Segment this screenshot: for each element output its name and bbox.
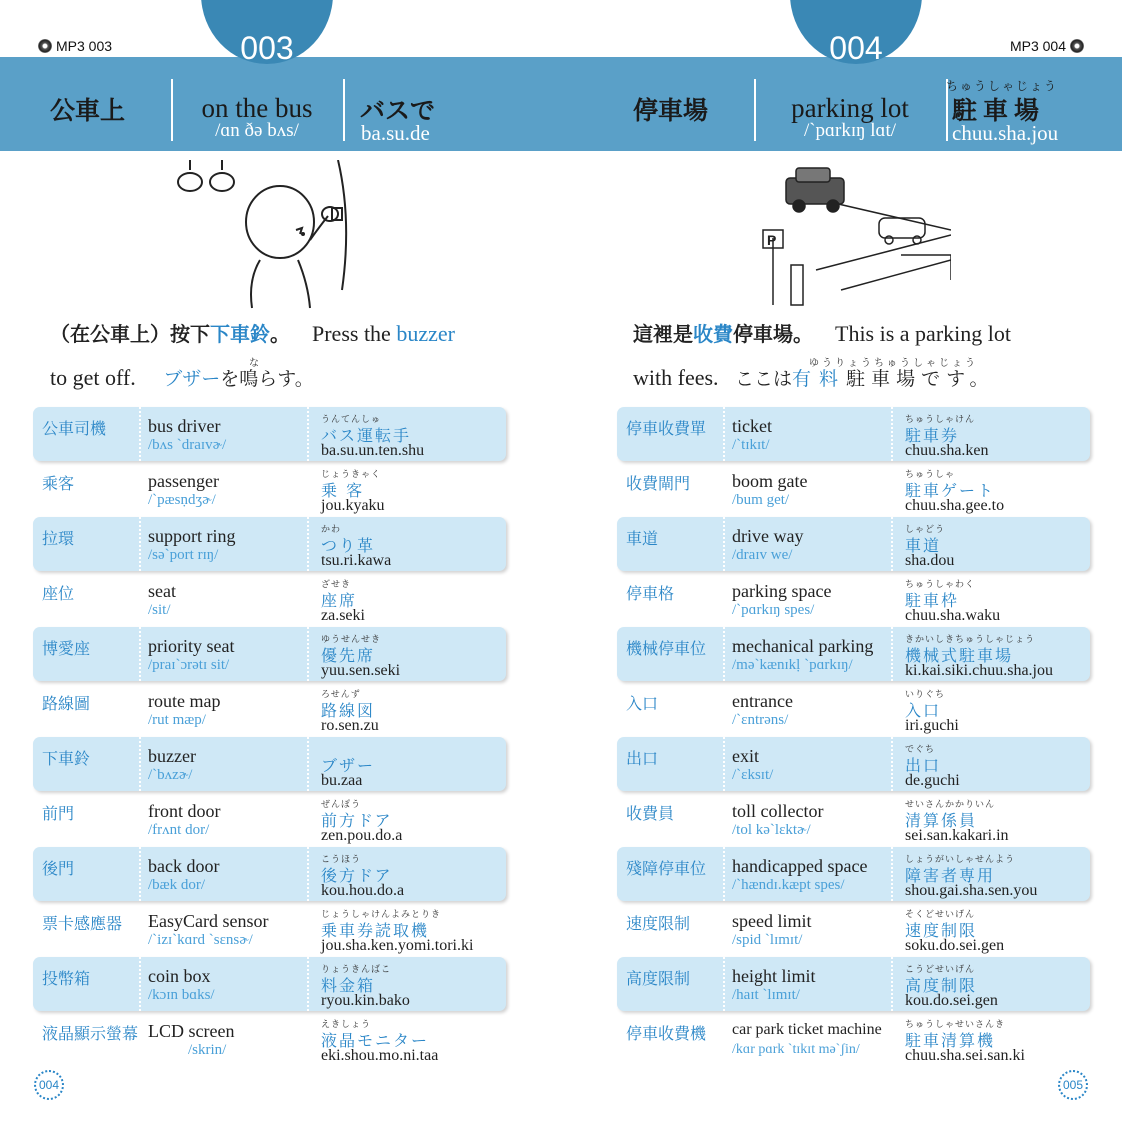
vocab-row: 殘障停車位 handicapped space /ˋhændɪ.kæpt spes/ しょうがいしゃせんよう 障害者専用 shou.gai.sha.sen.you [617,846,1090,901]
header-ipa: /ɑn ðə bʌs/ [215,120,299,141]
header-ipa: /ˋpɑrkɪŋ lɑt/ [803,120,897,141]
page-number: 005 [1058,1070,1088,1100]
example-sentence: 這裡是收費停車場。 This is a parking lot [633,321,1011,346]
header-romaji: chuu.sha.jou [952,121,1059,145]
left-page: MP3 003 公車上 on the bus /ɑn ðə bʌs/ バスで ba.su.de 003 （在公車上）按下下車鈴。 Press the buzzer な to get off. ブザーを鳴らす。 公車司機 bus driver /bʌs ˋdraɪvɚ/ うんてんしゅ バス運転手 ba.su.un.ten.shu 乘客 passenger /ˋpæsṇdʒɚ/ じょうきゃく 乗 客 jou.kyaku 拉環 support ring /səˋport rɪŋ/ かわ つり革 tsu.ri.kawa 座位 seat /sit/ ざせき 座席 za.seki 博愛座 priority seat /praɪˋɔrətɪ sit/ ゆうせんせき 優先席 yuu.sen.seki 路線圖 route map /rut mæp/ ろせんず 路線図 ro.sen.zu 下車鈴 buzzer /ˋbʌzɚ/ ブザー bu.zaa 前門 front door /frʌnt dor/ ぜんぽう 前方ドア zen.pou.do.a 後門 back door /bæk dor/ こうほう 後方ドア kou.hou.do.a 票卡感應器 EasyCard sensor /ˋizɪˋkɑrd ˋsɛnsɚ/ じょうしゃけんよみとりき 乗車券読取機 jou.sha.ken.yomi.tori.ki 投幣箱 coin box /kɔɪn bɑks/ りょうきんばこ 料金箱 ryou.kin.bako 液晶顯示螢幕 LCD screen /skrin/ えきしょう 液晶モニター eki.shou.mo.ni.taa 004 [0,0,561,1122]
lesson-number: 003 [240,30,294,66]
vocab-row: 停車收費單 ticket /ˋtɪkɪt/ ちゅうしゃけん 駐車券 chuu.sha.ken [617,406,1090,461]
vocab-row: 前門 front door /frʌnt dor/ ぜんぽう 前方ドア zen.pou.do.a [42,800,403,844]
cd-icon [1070,39,1084,53]
vocab-row: 博愛座 priority seat /praɪˋɔrətɪ sit/ ゆうせんせき 優先席 yuu.sen.seki [33,626,506,681]
vocab-row: 乘客 passenger /ˋpæsṇdʒɚ/ じょうきゃく 乗 客 jou.kyaku [42,470,385,514]
header-jp: 駐車場 [952,96,1046,125]
header-zh: 公車上 [50,96,126,125]
vocab-row: 車道 drive way /draɪv we/ しゃどう 車道 sha.dou [617,516,1090,571]
header-romaji: ba.su.de [361,121,430,145]
header-en: parking lot [791,93,909,123]
mp3-label[interactable]: MP3 004 [1010,38,1084,54]
page-number: 004 [34,1070,64,1100]
vocab-list [617,406,1090,1066]
header-jp: バスで [360,96,436,125]
vocab-row: 票卡感應器 EasyCard sensor /ˋizɪˋkɑrd ˋsɛnsɚ/ じょうしゃけんよみとりき 乗車券読取機 jou.sha.ken.yomi.tori.ki [42,910,474,954]
vocab-row: 座位 seat /sit/ ざせき 座席 za.seki [42,580,365,624]
vocab-row: 後門 back door /bæk dor/ こうほう 後方ドア kou.hou.do.a [33,846,506,901]
header-en: on the bus [201,93,313,123]
vocab-row: 路線圖 route map /rut mæp/ ろせんず 路線図 ro.sen.zu [42,690,379,734]
vocab-row: 入口 entrance /ˋɛntrəns/ いりぐち 入口 iri.guchi [626,690,959,734]
header-band [0,57,561,151]
vocab-row: 拉環 support ring /səˋport rɪŋ/ かわ つり革 tsu.ri.kawa [33,516,506,571]
lesson-number: 004 [829,30,883,66]
vocab-row: 停車格 parking space /ˋpɑrkɪŋ spes/ ちゅうしゃわく 駐車枠 chuu.sha.waku [626,580,1001,624]
example-sentence-2: with fees. ここは有料駐車場です。 [633,365,995,390]
header-divider [343,79,345,141]
right-page: MP3 004 停車場 parking lot /ˋpɑrkɪŋ lɑt/ ちゅうしゃじょう 駐車場 chuu.sha.jou 004 P 這裡是收費停車場。 This is a parking lot ゆうりょうちゅうしゃじょう with fees. ここは有料駐車場です。 停車收費單 ticket /ˋtɪkɪt/ ちゅうしゃけん 駐車券 chuu.sha.ken 收費閘門 boom gate /bum get/ ちゅうしゃ 駐車ゲート chuu.sha.gee.to 車道 drive way /draɪv we/ しゃどう 車道 sha.dou 停車格 parking space /ˋpɑrkɪŋ spes/ ちゅうしゃわく 駐車枠 chuu.sha.waku 機械停車位 mechanical parking /məˋkænɪkḷ ˋpɑrkɪŋ/ きかいしきちゅうしゃじょう 機械式駐車場 ki.kai.siki.chuu.sha.jou 入口 entrance /ˋɛntrəns/ いりぐち 入口 iri.guchi 出口 exit /ˋɛksɪt/ でぐち 出口 de.guchi 收費員 toll collector /tol kəˋlɛktɚ/ せいさんかかりいん 清算係員 sei.san.kakari.in 殘障停車位 handicapped space /ˋhændɪ.kæpt spes/ しょうがいしゃせんよう 障害者専用 shou.gai.sha.sen.you 速度限制 speed limit /spid ˋlɪmɪt/ そくどせいげん 速度制限 soku.do.sei.gen 高度限制 height limit /haɪt ˋlɪmɪt/ こうどせいげん 高度制限 kou.do.sei.gen 停車收費機 car park ticket machine /kɑr pɑrk ˋtɪkɪt məˋʃin/ ちゅうしゃせいさんき 駐車清算機 chuu.sha.sei.san.ki 005 [561,0,1122,1122]
header-jp-ruby: ちゅうしゃじょう [946,79,1059,93]
vocab-row: 收費員 toll collector /tol kəˋlɛktɚ/ せいさんかかりいん 清算係員 sei.san.kakari.in [626,800,1009,844]
parking-lot-illustration [761,160,951,310]
vocab-row: 投幣箱 coin box /kɔɪn bɑks/ りょうきんばこ 料金箱 ryou.kin.bako [33,956,506,1011]
vocab-row: 高度限制 height limit /haɪt ˋlɪmɪt/ こうどせいげん 高度制限 kou.do.sei.gen [617,956,1090,1011]
bus-illustration [170,160,360,310]
mp3-label[interactable]: MP3 003 [38,38,112,54]
header-band [561,57,1122,151]
vocab-row: 液晶顯示螢幕 LCD screen /skrin/ えきしょう 液晶モニター eki.shou.mo.ni.taa [42,1020,439,1064]
svg-text:P: P [767,232,777,248]
vocab-row: 下車鈴 buzzer /ˋbʌzɚ/ ブザー bu.zaa [33,736,506,791]
vocab-list [33,406,506,1066]
vocab-row: 停車收費機 car park ticket machine /kɑr pɑrk ˋtɪkɪt məˋʃin/ ちゅうしゃせいさんき 駐車清算機 chuu.sha.sei.san.ki [626,1020,1025,1064]
vocab-row: 公車司機 bus driver /bʌs ˋdraɪvɚ/ うんてんしゅ バス運転手 ba.su.un.ten.shu [33,406,506,461]
vocab-row: 速度限制 speed limit /spid ˋlɪmɪt/ そくどせいげん 速度制限 soku.do.sei.gen [626,910,1005,954]
cd-icon [38,39,52,53]
example-sentence-2: to get off. ブザーを鳴らす。 [50,365,314,390]
vocab-row: 出口 exit /ˋɛksɪt/ でぐち 出口 de.guchi [617,736,1090,791]
example-sentence: （在公車上）按下下車鈴。 Press the buzzer [50,321,455,346]
vocab-row: 機械停車位 mechanical parking /məˋkænɪkḷ ˋpɑrkɪŋ/ きかいしきちゅうしゃじょう 機械式駐車場 ki.kai.siki.chuu.sha.jou [617,626,1090,681]
vocab-row: 收費閘門 boom gate /bum get/ ちゅうしゃ 駐車ゲート chuu.sha.gee.to [626,470,1005,514]
header-zh: 停車場 [633,96,709,125]
